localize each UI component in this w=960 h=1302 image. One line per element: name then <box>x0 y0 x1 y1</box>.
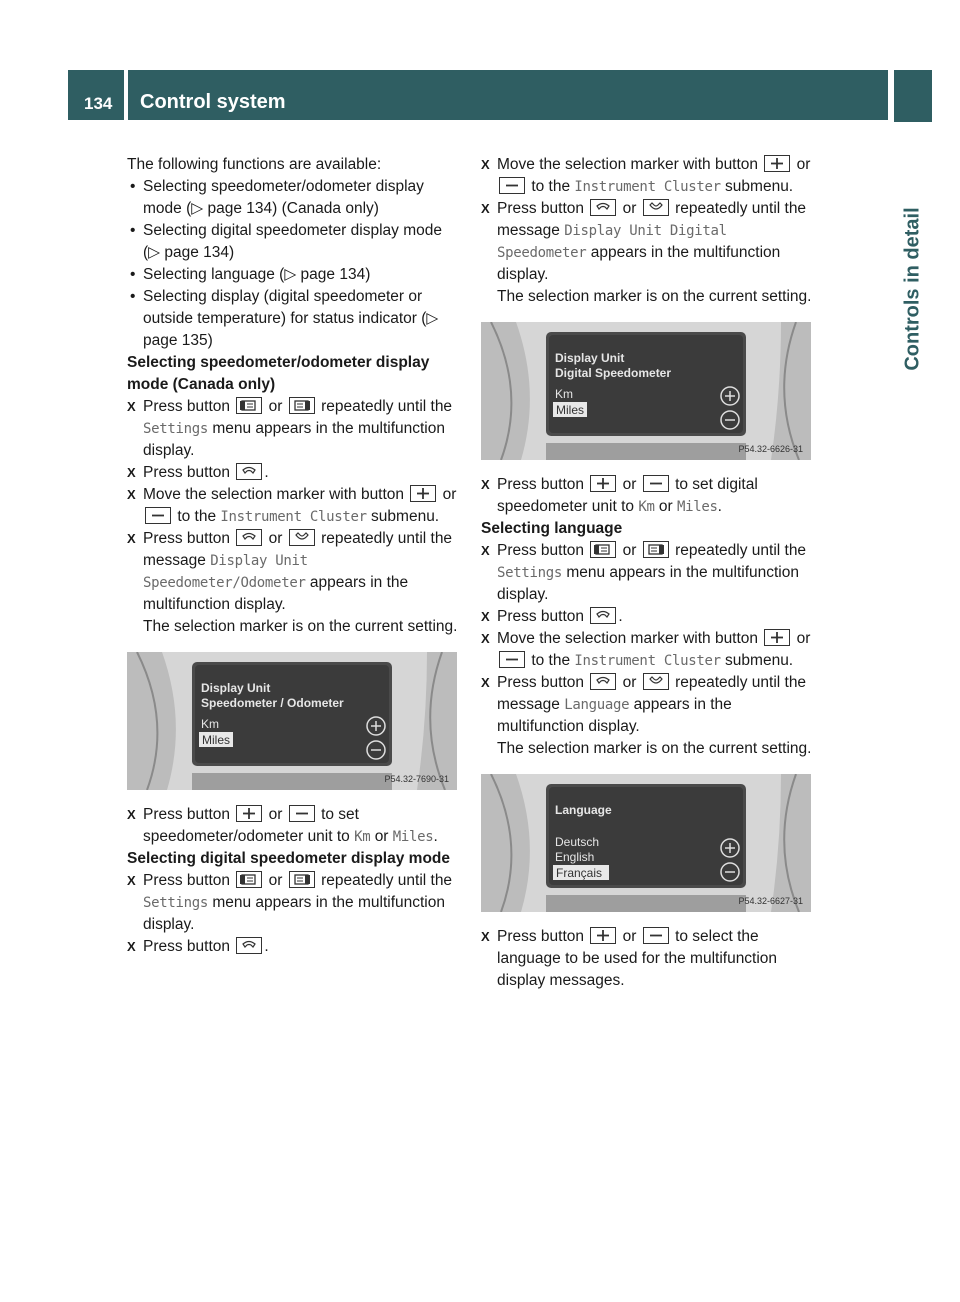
right-column <box>481 154 817 992</box>
screen-line-1: Display Unit <box>201 681 271 695</box>
phone-icon <box>236 937 262 954</box>
screen-option-1: Km <box>555 387 573 401</box>
step: X Press button or repeatedly until the message Display Unit Speedometer/Odometer appears in the multifunction display. The selection marker is on the current setting. <box>127 528 463 638</box>
chapter-title: Control system <box>128 70 888 120</box>
menu-left-icon <box>590 541 616 558</box>
step: X Move the selection marker with button or to the Instrument Cluster submenu. <box>481 628 817 672</box>
phone-end-icon <box>289 529 315 546</box>
side-label: Controls in detail <box>901 207 924 371</box>
phone-icon <box>236 463 262 480</box>
minus-icon <box>145 507 171 524</box>
list-item: • Selecting digital speedometer display mode (▷ page 134) <box>127 220 463 264</box>
screen-option-1: Km <box>201 717 219 731</box>
plus-icon <box>764 629 790 646</box>
page-number: 134 <box>68 70 124 120</box>
phone-icon <box>590 673 616 690</box>
plus-icon <box>764 155 790 172</box>
step: X Press button or repeatedly until the Settings menu appears in the multifunction display. <box>481 540 817 606</box>
screen-line-2: Speedometer / Odometer <box>201 696 344 710</box>
minus-icon <box>289 805 315 822</box>
step: X Press button or repeatedly until the message Display Unit Digital Speedometer appears in the multifunction display. The selection marker is on the current setting. <box>481 198 817 308</box>
minus-icon <box>643 927 669 944</box>
plus-icon <box>590 927 616 944</box>
instrument-cluster-image <box>127 652 457 790</box>
image-code: P54.32-7690-31 <box>384 774 449 784</box>
intro-text: The following functions are available: <box>127 156 382 173</box>
plus-icon <box>410 485 436 502</box>
step: X Move the selection marker with button or to the Instrument Cluster submenu. <box>481 154 817 198</box>
side-tab-strip <box>894 70 932 122</box>
minus-icon <box>643 475 669 492</box>
step: X Press button or to select the language to be used for the multifunction display messages. <box>481 926 817 992</box>
phone-icon <box>590 199 616 216</box>
screen-line-1: Display Unit <box>555 351 625 365</box>
phone-end-icon <box>643 673 669 690</box>
step: X Press button or repeatedly until the message Language appears in the multifunction display. The selection marker is on the current setting. <box>481 672 817 760</box>
menu-right-icon <box>643 541 669 558</box>
image-code: P54.32-6626-31 <box>738 444 803 454</box>
section-heading: Selecting speedometer/odometer display mode (Canada only) <box>127 354 430 393</box>
left-column <box>127 154 463 958</box>
section-heading: Selecting language <box>481 520 623 537</box>
menu-right-icon <box>289 871 315 888</box>
screen-line-2: Digital Speedometer <box>555 366 672 380</box>
screen-line-1: Language <box>555 803 612 817</box>
screen-option-1: Deutsch <box>555 835 600 849</box>
list-item: • Selecting language (▷ page 134) <box>127 264 463 286</box>
step: X Press button or repeatedly until the Settings menu appears in the multifunction display. <box>127 396 463 462</box>
step: X Press button or to set speedometer/odometer unit to Km or Miles. <box>127 804 463 848</box>
minus-icon <box>499 651 525 668</box>
phone-icon <box>590 607 616 624</box>
list-item: • Selecting speedometer/odometer display mode (▷ page 134) (Canada only) <box>127 176 463 220</box>
phone-end-icon <box>643 199 669 216</box>
image-code: P54.32-6627-31 <box>738 896 803 906</box>
step: X Move the selection marker with button or to the Instrument Cluster submenu. <box>127 484 463 528</box>
step: X Press button . <box>481 606 817 628</box>
step: X Press button . <box>127 462 463 484</box>
menu-left-icon <box>236 871 262 888</box>
section-heading: Selecting digital speedometer display mode <box>127 850 451 867</box>
instrument-cluster-image <box>481 322 811 460</box>
screen-option-2: English <box>555 850 595 864</box>
plus-icon <box>590 475 616 492</box>
screen-option-selected: Miles <box>556 403 585 417</box>
plus-icon <box>236 805 262 822</box>
list-item: • Selecting display (digital speedometer or outside temperature) for status indicator (▷ page 135) <box>127 286 463 352</box>
screen-option-selected: Miles <box>202 733 231 747</box>
step: X Press button or repeatedly until the Settings menu appears in the multifunction display. <box>127 870 463 936</box>
minus-icon <box>499 177 525 194</box>
instrument-cluster-image <box>481 774 811 912</box>
screen-option-selected: Français <box>556 866 603 880</box>
step: X Press button . <box>127 936 463 958</box>
menu-left-icon <box>236 397 262 414</box>
menu-right-icon <box>289 397 315 414</box>
step: X Press button or to set digital speedometer unit to Km or Miles. <box>481 474 817 518</box>
phone-icon <box>236 529 262 546</box>
